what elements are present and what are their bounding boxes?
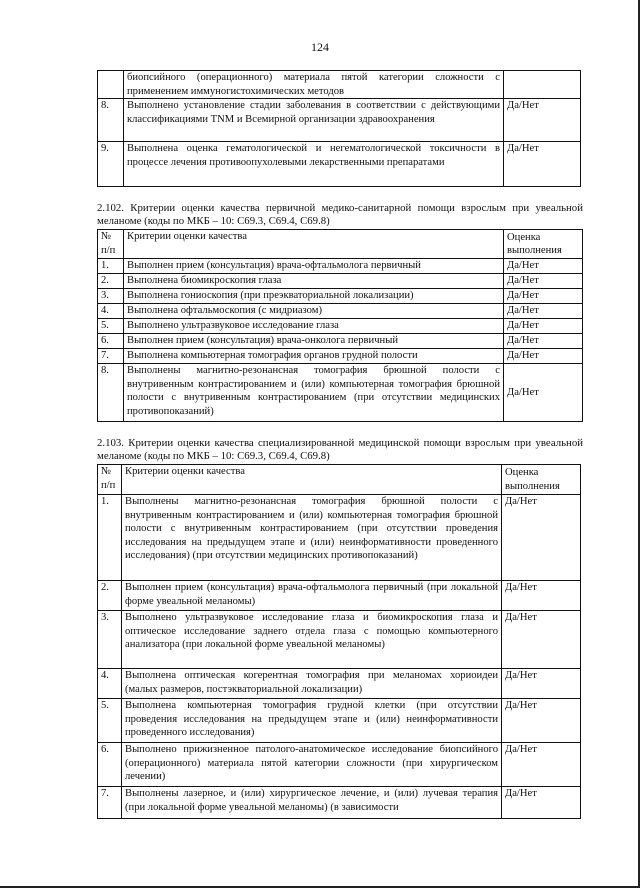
row-number: 5. [98,319,124,334]
table-row [98,99,581,142]
row-rating: Да/Нет [504,142,581,187]
row-rating: Да/Нет [502,495,581,581]
page-number: 124 [311,40,329,54]
row-criterion: Выполнено прижизненное патолого-анатомическое исследование биопсийного (операционного) материала пятой категории сложности (при хирургическом лечении) [122,743,502,787]
table-row [98,364,583,422]
row-number: 2. [98,274,124,289]
row-rating: Да/Нет [502,699,581,743]
col-header-rating: Оценка выполнения [504,230,583,259]
row-rating: Да/Нет [504,289,583,304]
row-number: 8. [98,99,124,142]
row-number: 2. [98,581,122,611]
section-heading-2-102: 2.102. Критерии оценки качества первичной медико-санитарной помощи взрослым при увеальной меланоме (коды по МКБ – 10: С69.3, С69.4, С69.8) [97,202,583,227]
row-criterion: Выполнена компьютерная томография органов грудной полости [124,349,504,364]
table-header-row [98,465,581,495]
row-criterion: Выполнена гониоскопия (при преэкваториальной локализации) [124,289,504,304]
row-rating: Да/Нет [502,611,581,669]
row-rating: Да/Нет [504,334,583,349]
row-number: 9. [98,142,124,187]
row-criterion: Выполнены магнитно-резонансная томография брюшной полости с внутривенным контрастированием и (или) компьютерная томография брюшной полости с внутривенным контрастированием (при отсутствии проведения исследования на предыдущем этапе и (или) неинформативности проведенного исследования) (при отсутствии медицинских противопоказаний) [122,495,502,581]
row-rating: Да/Нет [502,787,581,819]
table-row [98,304,583,319]
row-number: 5. [98,699,122,743]
row-rating: Да/Нет [504,349,583,364]
row-number: 4. [98,669,122,699]
col-header-number: № п/п [98,465,122,495]
row-criterion: Выполнен прием (консультация) врача-офтальмолога первичный [124,259,504,274]
row-criterion: Выполнена биомикроскопия глаза [124,274,504,289]
table-row [98,319,583,334]
col-header-criteria: Критерии оценки качества [122,465,502,495]
table-header-row [98,230,583,259]
col-header-criteria: Критерии оценки качества [124,230,504,259]
row-number: 7. [98,349,124,364]
table-row [98,699,581,743]
criteria-table-continued [97,70,581,187]
row-number: 6. [98,743,122,787]
table-row [98,581,581,611]
row-rating: Да/Нет [504,274,583,289]
row-criterion: Выполнено ультразвуковое исследование глаза [124,319,504,334]
criteria-table-2-102 [97,229,583,422]
row-criterion: Выполнена компьютерная томография грудной клетки (при отсутствии проведения исследования на предыдущем этапе и (или) неинформативности проведенного исследования) [122,699,502,743]
table-row [98,349,583,364]
row-rating: Да/Нет [504,364,583,422]
row-rating [504,71,581,99]
row-criterion: Выполнен прием (консультация) врача-офтальмолога первичный (при локальной форме увеальной меланомы) [122,581,502,611]
table-row [98,259,583,274]
row-rating: Да/Нет [504,304,583,319]
row-criterion: Выполнена офтальмоскопия (с мидриазом) [124,304,504,319]
row-number: 3. [98,611,122,669]
row-criterion: Выполнено ультразвуковое исследование глаза и биомикроскопия глаза и оптическое исследование заднего отдела глаза с помощью компьютерного анализатора (при локальной форме увеальной меланомы) [122,611,502,669]
row-criterion: биопсийного (операционного) материала пятой категории сложности с применением иммуногистохимических методов [124,71,504,99]
section-heading-2-103: 2.103. Критерии оценки качества специализированной медицинской помощи взрослым при увеальной меланоме (коды по МКБ – 10: С69.3, С69.4, С69.8) [97,437,583,462]
row-criterion: Выполнены лазерное, и (или) хирургическое лечение, и (или) лучевая терапия (при локальной форме увеальной меланомы) (в зависимости [122,787,502,819]
table-row [98,274,583,289]
row-rating: Да/Нет [502,581,581,611]
table-row [98,495,581,581]
table-row [98,289,583,304]
row-rating: Да/Нет [504,319,583,334]
row-criterion: Выполнены магнитно-резонансная томография брюшной полости с внутривенным контрастированием и (или) компьютерная томография брюшной полости с внутривенным контрастированием (при отсутствии медицинских противопоказаний) [124,364,504,422]
row-rating: Да/Нет [504,259,583,274]
table-row [98,669,581,699]
row-number: 8. [98,364,124,422]
row-number: 1. [98,495,122,581]
col-header-number: № п/п [98,230,124,259]
row-number: 1. [98,259,124,274]
row-number: 3. [98,289,124,304]
table-row [98,71,581,99]
row-number: 4. [98,304,124,319]
row-rating: Да/Нет [502,743,581,787]
table-row [98,611,581,669]
criteria-table-2-103 [97,464,581,819]
row-criterion: Выполнено установление стадии заболевания в соответствии с действующими классификациями TNM и Всемирной организации здравоохранения [124,99,504,142]
table-row [98,142,581,187]
row-number [98,71,124,99]
row-number: 6. [98,334,124,349]
row-number: 7. [98,787,122,819]
table-row [98,334,583,349]
row-criterion: Выполнен прием (консультация) врача-онколога первичный [124,334,504,349]
row-rating: Да/Нет [504,99,581,142]
row-rating: Да/Нет [502,669,581,699]
row-criterion: Выполнена оценка гематологической и негематологической токсичности в процессе лечения противоопухолевыми лекарственными препаратами [124,142,504,187]
col-header-rating: Оценка выполнения [502,465,581,495]
table-row [98,743,581,787]
table-row [98,787,581,819]
row-criterion: Выполнена оптическая когерентная томография при меланомах хориоидеи (малых размеров, постэкваториальной локализации) [122,669,502,699]
